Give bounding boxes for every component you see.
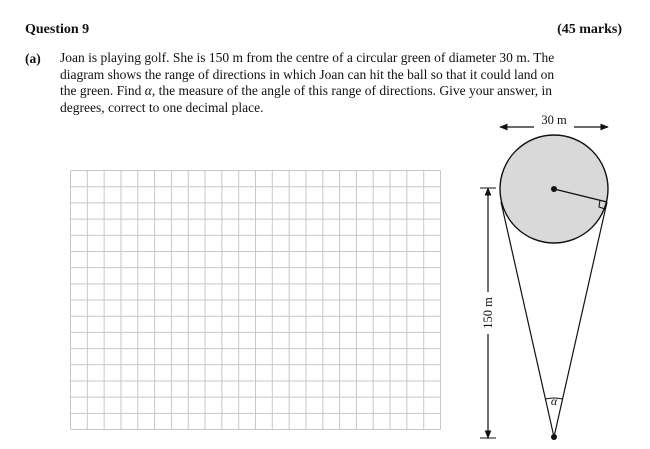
golf-green-diagram <box>460 110 630 446</box>
part-a-line-3-start: the green. Find <box>60 83 145 99</box>
answer-grid[interactable] <box>70 170 441 430</box>
diameter-label: 30 m <box>541 113 567 127</box>
part-a-text <box>60 50 620 116</box>
angle-label: α <box>550 394 558 408</box>
distance-label: 150 m <box>481 297 495 329</box>
centre-point <box>551 186 557 192</box>
part-a-line-4: degrees, correct to one decimal place. <box>60 99 264 115</box>
alpha-symbol: α <box>144 83 152 99</box>
joan-position-point <box>551 434 557 440</box>
question-marks: (45 marks) <box>557 22 622 37</box>
question-title: Question 9 <box>25 22 90 37</box>
part-a-label: (a) <box>25 51 41 66</box>
part-a-line-3-end: , the measure of the angle of this range of directions. Give your answer, in <box>151 83 553 99</box>
part-a-line-2: diagram shows the range of directions in which Joan can hit the ball so that it could land on <box>60 66 555 82</box>
part-a-line-3 <box>60 83 620 100</box>
part-a-line-1: Joan is playing golf. She is 150 m from the centre of a circular green of diameter 30 m. The <box>60 50 555 65</box>
